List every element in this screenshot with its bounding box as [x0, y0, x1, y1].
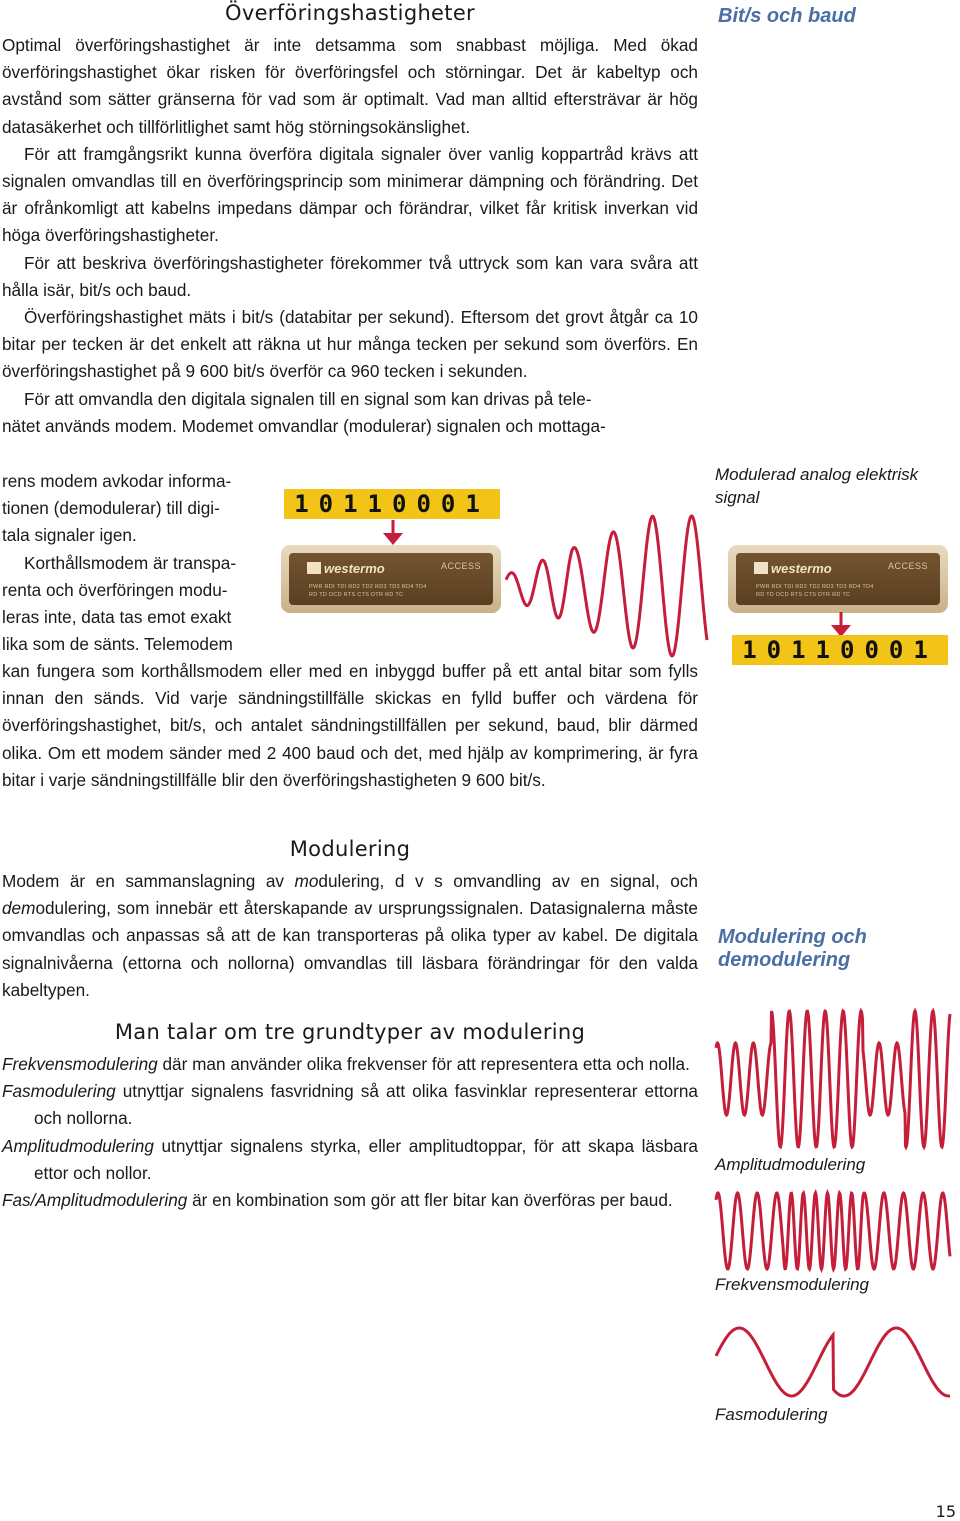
fm-wave-path — [716, 1193, 950, 1269]
modulation-types-list — [2, 1051, 698, 1214]
list-item-fm: Frekvensmodulering där man använder olika frekvenser för att representera etta och nolla. — [2, 1054, 690, 1074]
section2-paragraph: Modem är en sammanslagning av modulering, d v s omvandling av en signal, och demodulering, som innebär ett återskapande av ursprungssignalen. Datasignalerna måste omvandlas och anpassas så att de kan transporteras på olika typer av kabel. De digitala signalnivåerna (ettorna och nollorna) omvandlas till läsbara förändringar för den valda kabeltypen. — [2, 871, 698, 1000]
section-title-modulation-types: Man talar om tre grundtyper av modulering — [114, 1020, 586, 1044]
paragraph-5-line-5: tala signaler igen. — [2, 525, 137, 546]
modem-left — [281, 545, 501, 613]
paragraph-5-line-4: tionen (demodulerar) till digi- — [2, 498, 220, 519]
section1-body — [2, 32, 698, 440]
paragraph-2: För att framgångsrikt kunna överföra digitala signaler över vanlig koppartråd krävs att signalen omvandlas till en överföringsprincip som minimerar dämpning och förändring. Det är ofrånkomligt att kabelns impedans dämpar och förändrar, vilket får kritisk inverkan vid höga överföringshastigheter. — [2, 143, 698, 246]
modulated-signal-wave — [503, 514, 710, 660]
phase-modulation-wave — [713, 1322, 953, 1404]
amplitude-modulation-wave — [713, 1005, 953, 1153]
page-number: 15 — [935, 1502, 956, 1521]
caption-am: Amplitudmodulering — [715, 1155, 866, 1174]
arrow-down-icon — [378, 520, 408, 546]
modem-brand-label: westermo — [754, 561, 832, 576]
side-heading-modulation-demodulation: Modulering och demodulering — [718, 926, 867, 971]
section-title-transfer-speeds: Överföringshastigheter — [225, 1, 475, 25]
side-heading-bits-baud: Bit/s och baud — [718, 5, 856, 27]
brand-logo-icon — [307, 562, 321, 574]
modem-led-labels: PWR RDI TDI RD2 TD2 RD3 TD3 RD4 TD4 RD TD DCD RTS CTS DTR RD TC — [756, 584, 874, 598]
pm-wave-path — [716, 1328, 950, 1396]
bit-sequence-left: 10110001 — [284, 489, 500, 519]
section-title-modulation: Modulering — [289, 837, 411, 861]
caption-pm: Fasmodulering — [715, 1405, 828, 1424]
am-wave-path — [716, 1011, 950, 1147]
modem-model-label: ACCESS — [440, 561, 481, 571]
paragraph-6-line-1: Korthållsmodem är transpa- — [24, 552, 237, 573]
paragraph-5-line-2: nätet används modem. Modemet omvandlar (modulerar) signalen och mottaga- — [2, 415, 606, 436]
paragraph-6-rest: kan fungera som korthållsmodem eller med en inbyggd buffer på ett antal bitar som fylls innan den sänds. Vid varje sändningstillfälle skickas en fylld buffer och värdena för överföringshastighet, bit/s, och antalet sändningstillfällen per sekund, baud, blir därmed olika. Om ett modem sänder med 2 400 baud och det, med hjälp av komprimering, är fyra bitar i varje sändningstillfälle blir den överföringshastigheten 9 600 bit/s. — [2, 661, 698, 790]
paragraph-3: För att beskriva överföringshastigheter förekommer två uttryck som kan vara svåra att hålla isär, bit/s och baud. — [2, 252, 698, 300]
modem-led-labels: PWR RDI TDI RD2 TD2 RD3 TD3 RD4 TD4 RD TD DCD RTS CTS DTR RD TC — [309, 584, 427, 598]
paragraph-1: Optimal överföringshastighet är inte detsamma som snabbast möjliga. Med ökad överföringshastighet ökar risken för överföringsfel och störningar. Det är kabeltyp och avstånd som sätter gränserna för vad som är optimalt. Vad man alltid eftersträvar är hög datasäkerhet och tillförlitlighet samt hög störningsokänslighet. — [2, 35, 698, 137]
modem-right — [728, 545, 948, 613]
list-item-pm: Fasmodulering utnyttjar signalens fasvridning så att olika fasvinklar representerar ettorna och nollorna. — [2, 1081, 698, 1129]
caption-fm: Frekvensmodulering — [715, 1275, 870, 1294]
list-item-pam: Fas/Amplitudmodulering är en kombination som gör att fler bitar kan överföras per baud. — [2, 1190, 673, 1211]
paragraph-4: Överföringshastighet mäts i bit/s (databitar per sekund). Eftersom det grovt åtgår ca 10 bitar per tecken är det enkelt att räkna ut hur många tecken per sekund som överförs. En överföringshastighet på 9 600 bit/s överför ca 960 tecken i sekunden. — [2, 307, 698, 382]
modem-brand-label: westermo — [307, 561, 385, 576]
modem-model-label: ACCESS — [887, 561, 928, 571]
paragraph-6-line-2: renta och överföringen modu- — [2, 579, 228, 600]
frequency-modulation-wave — [713, 1188, 953, 1274]
paragraph-5-line-1: För att omvandla den digitala signalen till en signal som kan drivas på tele- — [24, 388, 592, 409]
brand-logo-icon — [754, 562, 768, 574]
bit-sequence-right: 10110001 — [732, 635, 948, 665]
paragraph-5-line-3: rens modem avkodar informa- — [2, 471, 232, 491]
paragraph-6-line-4: lika som de sänts. Telemodem — [2, 634, 233, 655]
paragraph-6-line-3: leras inte, data tas emot exakt — [2, 607, 232, 628]
modulated-wave-path — [506, 516, 707, 656]
list-item-am: Amplitudmodulering utnyttjar signalens styrka, eller amplitudtoppar, för att skapa läsbara ettor och nollor. — [2, 1135, 698, 1183]
caption-modulated-signal: Modulerad analog elektrisk signal — [715, 465, 919, 507]
paragraph-5-narrow — [2, 468, 264, 658]
